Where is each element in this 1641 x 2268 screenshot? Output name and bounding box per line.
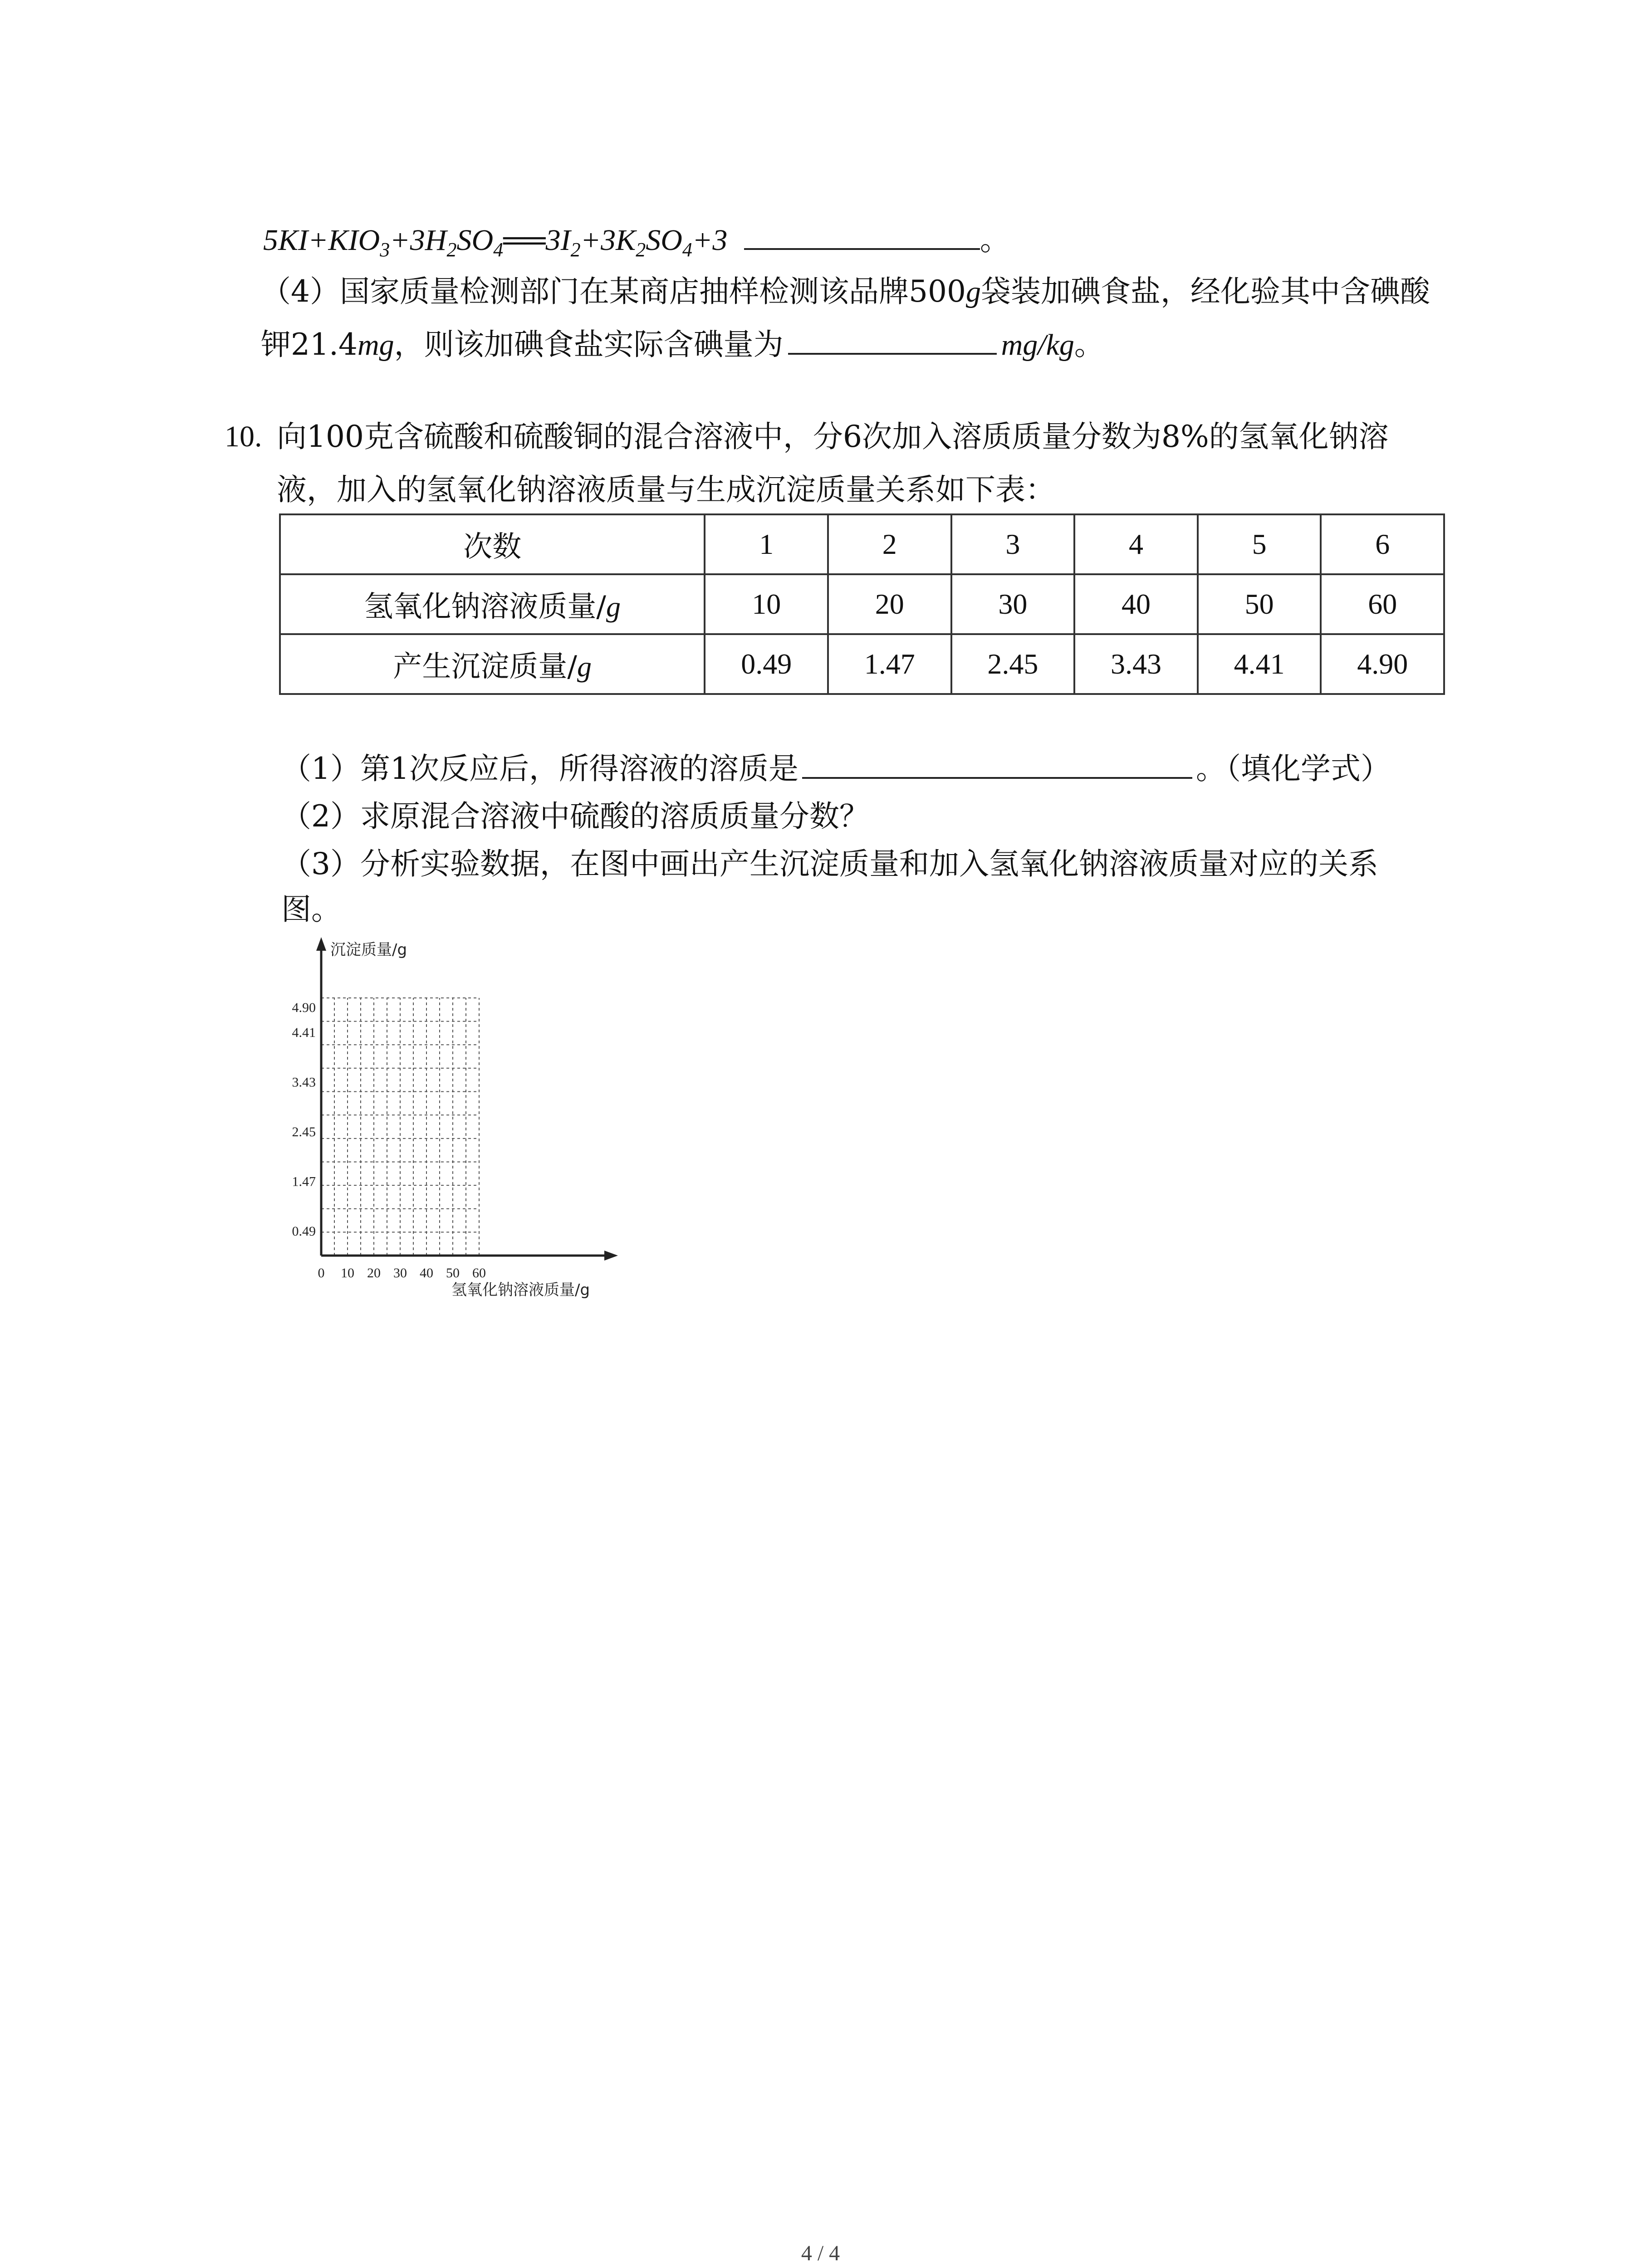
table-cell: 6 [1321, 514, 1444, 574]
q10-sub3-line2: 图。 [281, 892, 341, 927]
row-label: 氢氧化钠溶液质量/ [364, 590, 606, 624]
eq-species-so: SO [646, 224, 682, 257]
x-tick-label: 30 [393, 1266, 407, 1281]
table-cell: 2.45 [951, 634, 1075, 694]
y-tick-label: 4.90 [292, 1000, 316, 1015]
q10-sub2: （2）求原混合溶液中硫酸的溶质质量分数？ [281, 799, 869, 834]
eq-subscript: 4 [682, 239, 692, 261]
eq-species-ki: KI [278, 224, 308, 257]
eq-plus-coef: +3 [390, 224, 425, 257]
q10-stem-line1: 向100克含硫酸和硫酸铜的混合溶液中，分6次加入溶质质量分数为8%的氢氧化钠溶 [277, 419, 1389, 454]
table-cell: 次数 [280, 514, 705, 574]
y-tick-label: 0.49 [292, 1224, 316, 1239]
y-axis-label: 沉淀质量/g [330, 941, 407, 959]
table-cell: 4.41 [1198, 634, 1321, 694]
equation-line [263, 218, 1010, 273]
solute-answer-blank[interactable] [802, 749, 1192, 779]
y-tick-label: 3.43 [292, 1075, 316, 1090]
q9-sub4-unit-g: g [965, 275, 981, 308]
eq-plus-coef: +3 [580, 224, 616, 257]
x-tick-labels [318, 1266, 486, 1281]
eq-species-k: K [616, 224, 636, 257]
q10-sub1-text: （1）第1次反应后，所得溶液的溶质是 [281, 751, 798, 786]
q9-sub4-text: ，则该加碘食盐实际含碘量为 [394, 327, 784, 362]
q9-sub4-unit-mg: mg [357, 328, 394, 362]
q9-sub4-line2 [261, 322, 1104, 368]
table-row-header [280, 634, 705, 694]
table-cell: 40 [1074, 574, 1198, 634]
table-cell: 0.49 [705, 634, 828, 694]
eq-coef-1: 5 [263, 224, 278, 257]
table-row-header [280, 574, 705, 634]
y-tick-label: 2.45 [292, 1124, 316, 1139]
q9-sub4-unit-mgkg: mg/kg [1001, 328, 1074, 362]
q10-number: 10. [225, 420, 262, 453]
x-tick-label: 60 [472, 1266, 486, 1281]
iodine-content-blank[interactable] [788, 325, 997, 355]
eq-subscript: 2 [636, 239, 646, 261]
row-unit: g [577, 650, 592, 683]
table-cell: 50 [1198, 574, 1321, 634]
eq-subscript: 4 [493, 239, 504, 261]
table-cell: 3.43 [1074, 634, 1198, 694]
table-cell: 1.47 [828, 634, 951, 694]
row-unit: g [606, 591, 621, 623]
x-axis-label: 氢氧化钠溶液质量/g [451, 1281, 590, 1299]
table-cell: 30 [951, 574, 1075, 634]
table-cell: 4.90 [1321, 634, 1444, 694]
table-row [280, 514, 1444, 574]
eq-tail: +3 [692, 224, 728, 257]
answer-graph[interactable] [272, 934, 635, 1306]
q10-sub1-hint: 。（填化学式） [1195, 751, 1391, 786]
row-label: 产生沉淀质量/ [393, 650, 577, 684]
eq-subscript: 2 [570, 239, 581, 261]
eq-period: 。 [980, 224, 1010, 257]
q10-stem-line2: 液，加入的氢氧化钠溶液质量与生成沉淀质量关系如下表： [277, 472, 1055, 507]
eq-equals: ══ [503, 224, 546, 257]
table-cell: 1 [705, 514, 828, 574]
q10-sub3-line1: （3）分析实验数据，在图中画出产生沉淀质量和加入氢氧化钠溶液质量对应的关系 [281, 846, 1378, 881]
table-cell: 3 [951, 514, 1075, 574]
table-cell: 2 [828, 514, 951, 574]
q9-sub4-text: 钾21.4 [261, 327, 358, 362]
x-axis-arrow-icon [604, 1251, 618, 1261]
q10-sub1 [281, 746, 1391, 792]
x-tick-label: 50 [446, 1266, 460, 1281]
table-row [280, 634, 1444, 694]
table-cell: 20 [828, 574, 951, 634]
x-tick-label: 20 [367, 1266, 381, 1281]
q9-sub4-text: （4）国家质量检测部门在某商店抽样检测该品牌500 [261, 274, 966, 309]
x-tick-label: 40 [420, 1266, 433, 1281]
y-tick-label: 1.47 [292, 1174, 316, 1189]
eq-species-h: H [425, 224, 447, 257]
data-table [279, 513, 1445, 695]
equation-answer-blank[interactable] [744, 220, 980, 250]
q9-sub4-line1 [261, 269, 1430, 315]
x-tick-label: 10 [341, 1266, 354, 1281]
table-row [280, 574, 1444, 634]
y-axis-arrow-icon [316, 937, 326, 951]
eq-species-so: SO [456, 224, 494, 257]
eq-species-i: I [560, 224, 571, 257]
x-tick-label: 0 [318, 1266, 325, 1281]
q9-sub4-period: 。 [1074, 327, 1104, 362]
page-number: 4 / 4 [801, 2241, 840, 2265]
eq-plus: + [308, 224, 328, 257]
eq-subscript: 3 [380, 239, 390, 261]
table-cell: 5 [1198, 514, 1321, 574]
graph-grid [321, 998, 479, 1256]
y-tick-labels [292, 1000, 316, 1239]
q9-sub4-text: 袋装加碘食盐，经化验其中含碘酸 [980, 274, 1430, 309]
table-cell: 10 [705, 574, 828, 634]
y-tick-label: 4.41 [292, 1025, 316, 1040]
table-cell: 4 [1074, 514, 1198, 574]
eq-coef-2: 3 [545, 224, 561, 257]
eq-species-kio: KIO [328, 224, 380, 257]
eq-subscript: 2 [446, 239, 457, 261]
table-cell: 60 [1321, 574, 1444, 634]
